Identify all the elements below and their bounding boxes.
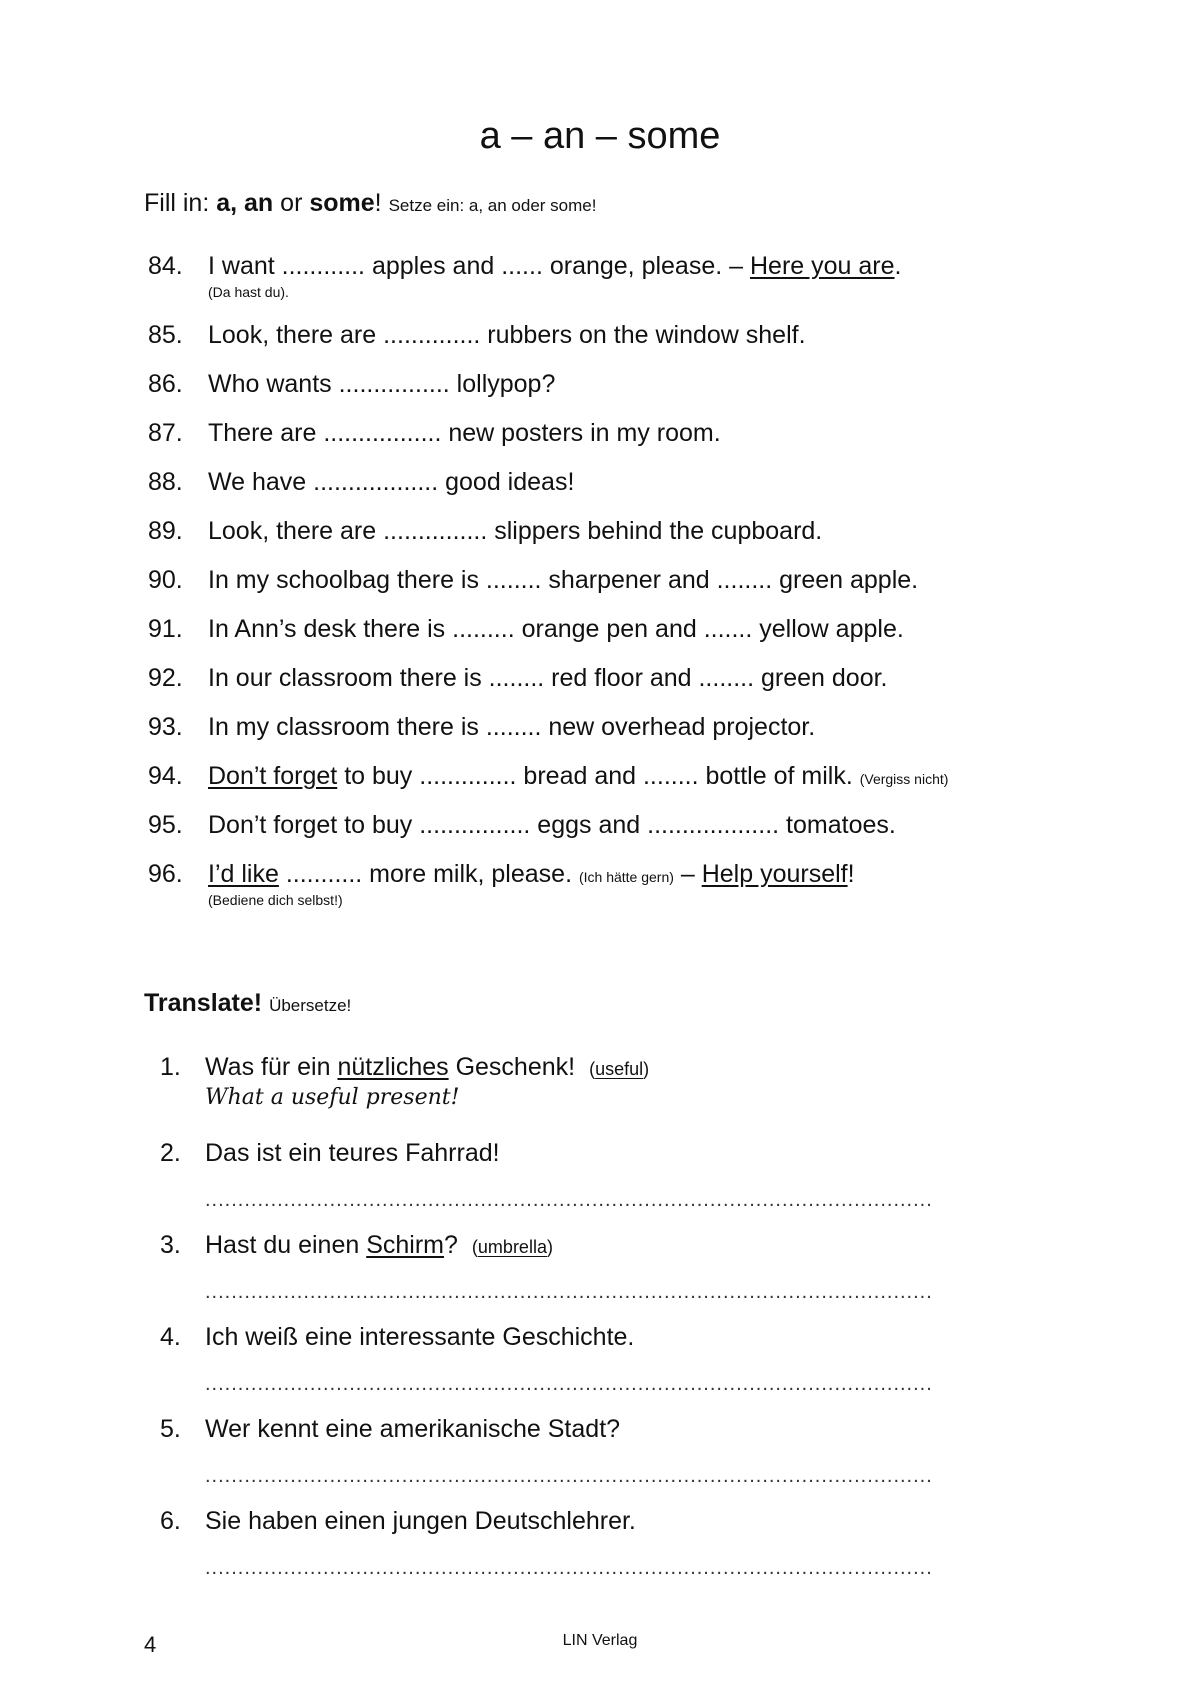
item-text-end: ? (444, 1231, 458, 1259)
hint-note: (umbrella) (471, 1237, 553, 1257)
exercise-94 (148, 761, 1108, 794)
translate-item-1 (160, 1052, 649, 1084)
instruction-mid: or (273, 189, 310, 217)
translate-heading (144, 988, 351, 1021)
item-text: Was für ein (205, 1053, 338, 1081)
page-number: 4 (144, 1632, 157, 1657)
answer-line-6[interactable]: ............................................................................................................... (205, 1558, 933, 1578)
exercise-number: 95. (148, 811, 183, 839)
exercise-90 (148, 565, 1108, 595)
instruction-bold-a-an: a, an (216, 189, 274, 217)
exercise-text: I want ............ apples and ...... orange, please. – (208, 252, 750, 280)
exercise-91 (148, 614, 1108, 644)
exercise-text: Who wants ................ lollypop? (208, 370, 556, 398)
exercise-number: 85. (148, 321, 183, 349)
exercise-number: 90. (148, 566, 183, 594)
item-number: 1. (160, 1053, 181, 1081)
item-number: 2. (160, 1139, 181, 1167)
translate-title: Translate! (144, 989, 263, 1017)
answer-line-5[interactable]: ............................................................................................................... (205, 1466, 933, 1486)
exercise-number: 86. (148, 370, 183, 398)
exercise-87 (148, 418, 1108, 448)
translate-answer-1: What a useful present! (205, 1085, 460, 1110)
exercise-text: In my classroom there is ........ new overhead projector. (208, 713, 816, 741)
exercise-88 (148, 467, 1108, 497)
exercise-number: 93. (148, 713, 183, 741)
exercise-93 (148, 712, 1108, 742)
exercise-text-end: ! (847, 860, 855, 888)
exercise-number: 94. (148, 762, 183, 790)
exercise-number: 92. (148, 664, 183, 692)
exercise-95 (148, 810, 1108, 840)
exercise-96-note: (Bediene dich selbst!) (208, 892, 343, 908)
underlined-word: nützliches (337, 1053, 449, 1081)
item-number: 3. (160, 1231, 181, 1259)
underlined-phrase: I’d like (208, 860, 279, 888)
exercise-text: In our classroom there is ........ red floor and ........ green door. (208, 664, 888, 692)
exercise-84-note: (Da hast du). (208, 284, 289, 300)
exercise-text: We have .................. good ideas! (208, 468, 575, 496)
item-number: 5. (160, 1415, 181, 1443)
item-text-end: Geschenk! (448, 1053, 576, 1081)
exercise-text-end: . (894, 252, 902, 280)
exercise-86 (148, 369, 1108, 399)
page-title: a – an – some (479, 115, 721, 157)
exercise-92 (148, 663, 1108, 693)
exercise-number: 91. (148, 615, 183, 643)
exercise-94-note: (Vergiss nicht) (859, 771, 949, 787)
exercise-text: Look, there are ............... slippers behind the cupboard. (208, 517, 823, 545)
translate-item-2 (160, 1138, 500, 1168)
exercise-text: There are ................. new posters in my room. (208, 419, 721, 447)
item-number: 4. (160, 1323, 181, 1351)
exercise-number: 89. (148, 517, 183, 545)
item-number: 6. (160, 1507, 181, 1535)
exercise-number: 87. (148, 419, 183, 447)
item-text: Das ist ein teures Fahrrad! (205, 1139, 500, 1167)
exercise-85 (148, 320, 1108, 350)
publisher: LIN Verlag (562, 1632, 638, 1649)
translate-item-5 (160, 1414, 620, 1444)
translate-item-3 (160, 1230, 553, 1262)
answer-line-4[interactable]: ............................................................................................................... (205, 1374, 933, 1394)
underlined-phrase: Don’t forget (208, 762, 338, 790)
translate-german: Übersetze! (269, 996, 352, 1015)
exercise-96 (148, 859, 1108, 892)
exercise-96-inline-note: (Ich hätte gern) (578, 869, 674, 885)
instruction (144, 188, 596, 221)
underlined-phrase-2: Help yourself (701, 860, 848, 888)
exercise-number: 84. (148, 252, 183, 280)
item-text: Wer kennt eine amerikanische Stadt? (205, 1415, 621, 1443)
underlined-word: Schirm (366, 1231, 445, 1259)
hint-word: useful (595, 1059, 644, 1079)
instruction-bold-some: some (309, 189, 375, 217)
exercise-number: 96. (148, 860, 183, 888)
exercise-text: In my schoolbag there is ........ sharpener and ........ green apple. (208, 566, 919, 594)
exercise-text: Don’t forget to buy ................ eggs and ................... tomatoes. (208, 811, 896, 839)
item-text: Ich weiß eine interessante Geschichte. (205, 1323, 635, 1351)
exercise-number: 88. (148, 468, 183, 496)
exercise-text: ........... more milk, please. (278, 860, 579, 888)
exercise-89 (148, 516, 1108, 546)
item-text: Sie haben einen jungen Deutschlehrer. (205, 1507, 636, 1535)
hint-note: (useful) (589, 1059, 650, 1079)
exercise-text: to buy .............. bread and ........ bottle of milk. (337, 762, 860, 790)
exercise-dash: – (673, 860, 702, 888)
exercise-text: Look, there are .............. rubbers on the window shelf. (208, 321, 806, 349)
answer-line-3[interactable]: ............................................................................................................... (205, 1282, 933, 1302)
translate-item-6 (160, 1506, 636, 1536)
instruction-german: Setze ein: a, an oder some! (388, 196, 597, 215)
answer-line-2[interactable]: ............................................................................................................... (205, 1190, 933, 1210)
exercise-text: In Ann’s desk there is ......... orange pen and ....... yellow apple. (208, 615, 904, 643)
exercise-84 (148, 251, 1108, 281)
item-text: Hast du einen (205, 1231, 367, 1259)
underlined-phrase: Here you are (749, 252, 895, 280)
hint-word: umbrella (477, 1237, 547, 1257)
instruction-prefix: Fill in: (144, 189, 217, 217)
instruction-suffix: ! (374, 189, 382, 217)
translate-item-4 (160, 1322, 634, 1352)
